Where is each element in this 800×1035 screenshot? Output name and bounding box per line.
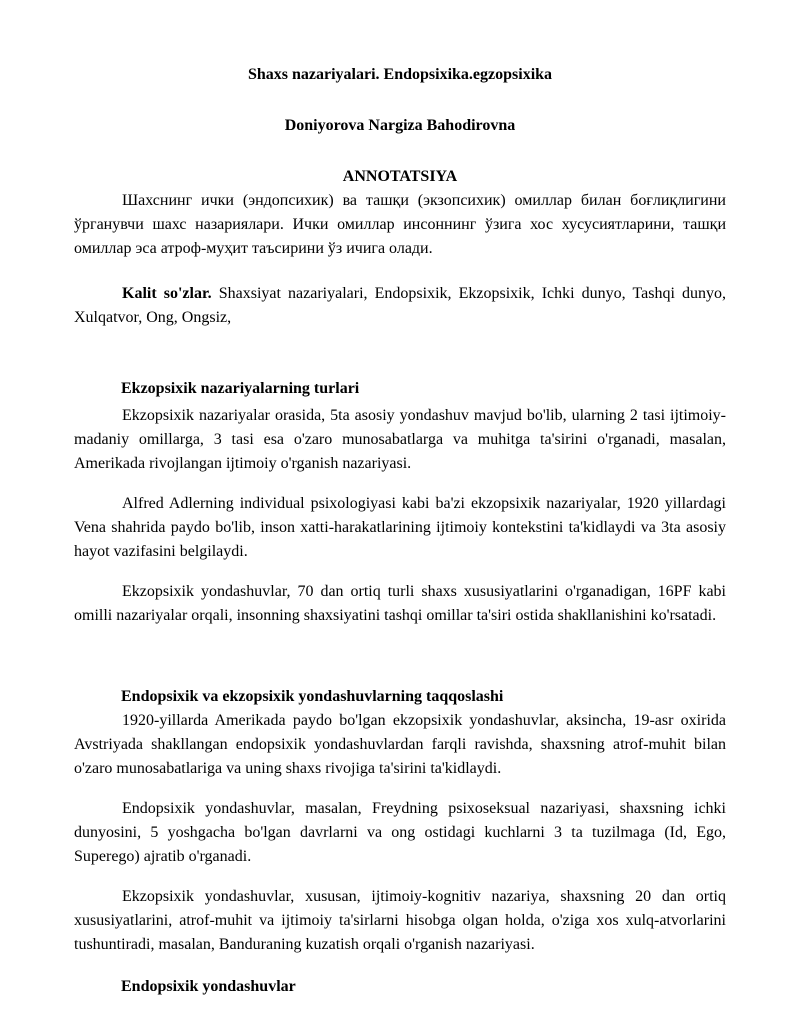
document-title: Shaxs nazariyalari. Endopsixika.egzopsixika <box>247 66 553 83</box>
section1-paragraph-2: Alfred Adlerning individual psixologiyasi kabi ba'zi ekzopsixik nazariyalar, 1920 yillardagi Vena shahrida paydo bo'lib, inson xatti-harakatlarining ijtimoiy kontekstini ta'kidlaydi va 3ta asosiy hayot vazifasini belgilaydi. <box>74 495 726 560</box>
annotation-heading: ANNOTATSIYA <box>342 168 458 185</box>
section2-paragraph-3: Ekzopsixik yondashuvlar, xususan, ijtimoiy-kognitiv nazariya, shaxsning 20 dan ortiq xususiyatlarini, atrof-muhit va ijtimoiy ta'sirlarni hisobga olgan holda, o'ziga xos xulq-atvorlarini tushuntiradi, masalan, Banduraning kuzatish orqali o'rganish nazariyasi. <box>74 888 726 953</box>
section-heading-endopsychic: Endopsixik yondashuvlar <box>121 978 296 995</box>
section2-paragraph-1: 1920-yillarda Amerikada paydo bo'lgan ekzopsixik yondashuvlar, aksincha, 19-asr oxirida Avstriyada shakllangan endopsixik yondashuvlardan farqli ravishda, shaxsning atrof-muhit bilan o'zaro munosabatlariga va uning shaxs rivojiga ta'sirini ta'kidlaydi. <box>74 712 726 777</box>
keywords-label: Kalit so'zlar. <box>122 285 212 302</box>
section1-paragraph-3: Ekzopsixik yondashuvlar, 70 dan ortiq turli shaxs xususiyatlarini o'rganadigan, 16PF kabi omilli nazariyalar orqali, insonning shaxsiyatini tashqi omillar ta'siri ostida shakllanishini ko'rsatadi. <box>74 583 726 624</box>
keywords-paragraph <box>74 282 726 330</box>
section1-paragraph-1: Ekzopsixik nazariyalar orasida, 5ta asosiy yondashuv mavjud bo'lib, ularning 2 tasi ijtimoiy-madaniy omillarga, 3 tasi esa o'zaro munosabatlarga va muhitga ta'sirini o'rganadi, masalan, Amerikada rivojlangan ijtimoiy o'rganish nazariyasi. <box>74 407 726 472</box>
keywords-text: Shaxsiyat nazariyalari, Endopsixik, Ekzopsixik, Ichki dunyo, Tashqi dunyo, Xulqatvor, Ong, Ongsiz, <box>74 285 727 326</box>
annotation-paragraph: Шахснинг ички (эндопсихик) ва ташқи (экзопсихик) омиллар билан боғлиқлигини ўрганувчи шахс назариялари. Ички омиллар инсоннинг ўзига хос хусусиятларини, ташқи омиллар эса атроф-муҳит таъсирини ўз ичига олади. <box>74 192 726 257</box>
author-name: Doniyorova Nargiza Bahodirovna <box>284 117 516 134</box>
section2-paragraph-2: Endopsixik yondashuvlar, masalan, Freydning psixoseksual nazariyasi, shaxsning ichki dunyosini, 5 yoshgacha bo'lgan davrlarni va ong ostidagi kuchlarni 3 ta tuzilmaga (Id, Ego, Superego) ajratib o'rganadi. <box>74 800 726 865</box>
section-heading-comparison: Endopsixik va ekzopsixik yondashuvlarning taqqoslashi <box>121 688 504 705</box>
section-heading-exopsychic-types: Ekzopsixik nazariyalarning turlari <box>121 380 360 397</box>
